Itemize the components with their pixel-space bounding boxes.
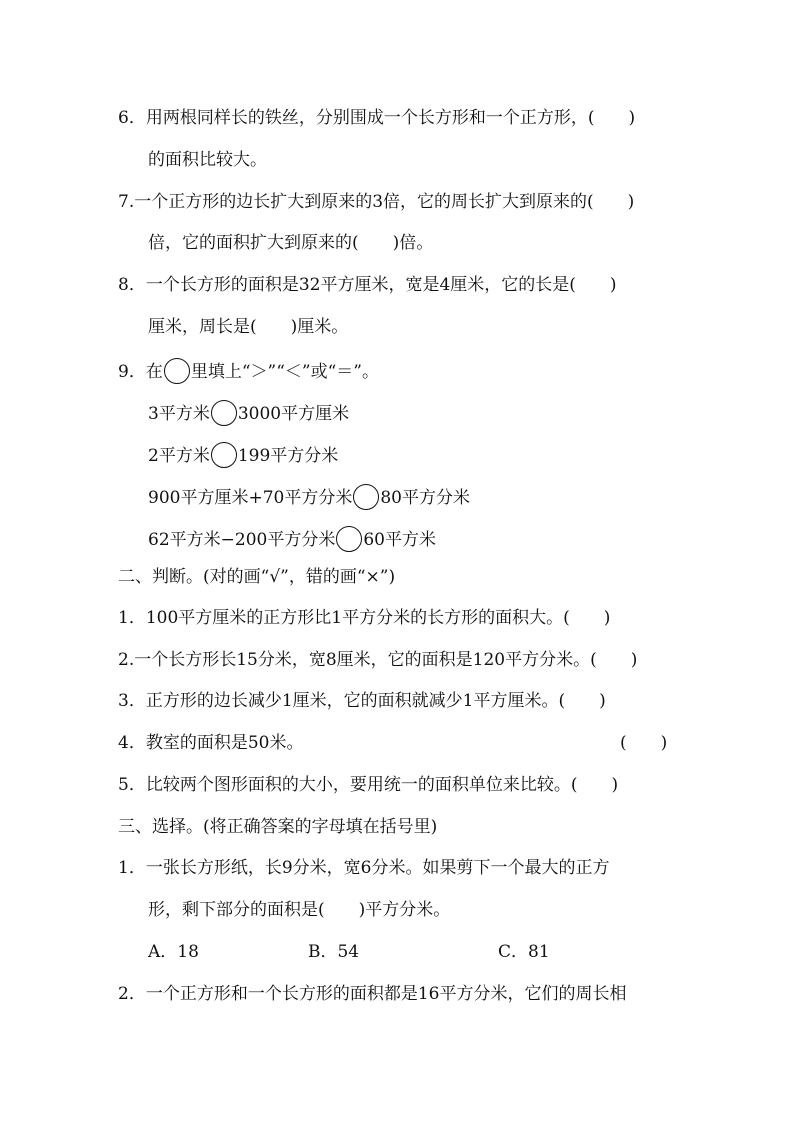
compare-left: 2平方米: [148, 446, 210, 466]
question-9-lead: 9．在: [118, 362, 163, 382]
choice-question-1-line-1: 1．一张长方形纸，长9分米，宽6分米。如果剪下一个最大的正方: [118, 858, 610, 878]
compare-circle-icon[interactable]: [164, 358, 190, 384]
section-3-title: 三、选择。(将正确答案的字母填在括号里): [118, 817, 438, 837]
question-9-prompt: [118, 358, 379, 384]
compare-circle-icon[interactable]: [336, 526, 362, 552]
question-6-line-1: 6．用两根同样长的铁丝，分别围成一个长方形和一个正方形，( ): [118, 108, 636, 128]
judge-item-4: 4．教室的面积是50米。: [118, 733, 304, 753]
compare-circle-icon[interactable]: [353, 484, 379, 510]
question-6-line-2: 的面积比较大。: [148, 150, 267, 170]
question-7-line-1: 7.一个正方形的边长扩大到原来的3倍，它的周长扩大到原来的( ): [118, 192, 635, 212]
compare-item: [148, 442, 338, 468]
compare-item: [148, 484, 470, 510]
compare-circle-icon[interactable]: [211, 400, 237, 426]
choice-option-c[interactable]: C．81: [498, 942, 550, 962]
compare-left: 3平方米: [148, 404, 210, 424]
compare-item: [148, 526, 436, 552]
judge-item-2: 2.一个长方形长15分米，宽8厘米，它的面积是120平方分米。( ): [118, 650, 638, 670]
compare-right: 199平方分米: [237, 446, 339, 466]
compare-right: 80平方分米: [380, 488, 470, 508]
judge-item-3: 3．正方形的边长减少1厘米，它的面积就减少1平方厘米。( ): [118, 691, 606, 711]
compare-right: 3000平方厘米: [237, 404, 350, 424]
compare-left: 62平方米−200平方分米: [148, 530, 336, 550]
choice-question-2-line-1: 2．一个正方形和一个长方形的面积都是16平方分米，它们的周长相: [118, 984, 627, 1004]
choice-question-1-line-2: 形，剩下部分的面积是( )平方分米。: [148, 900, 451, 920]
compare-left: 900平方厘米+70平方分米: [148, 488, 353, 508]
choice-option-a[interactable]: A．18: [148, 942, 199, 962]
compare-circle-icon[interactable]: [211, 442, 237, 468]
judge-item-4-answer-paren[interactable]: ( ): [620, 733, 668, 753]
question-8-line-1: 8．一个长方形的面积是32平方厘米，宽是4厘米，它的长是( ): [118, 275, 617, 295]
question-7-line-2: 倍，它的面积扩大到原来的( )倍。: [148, 233, 434, 253]
choice-option-b[interactable]: B．54: [308, 942, 360, 962]
question-9-tail: 里填上“＞”“＜”或“＝”。: [190, 362, 379, 382]
compare-right: 60平方米: [363, 530, 436, 550]
section-2-title: 二、判断。(对的画“√”，错的画“×”): [118, 567, 396, 587]
judge-item-5: 5．比较两个图形面积的大小，要用统一的面积单位来比较。( ): [118, 775, 619, 795]
judge-item-1: 1．100平方厘米的正方形比1平方分米的长方形的面积大。( ): [118, 608, 611, 628]
question-8-line-2: 厘米，周长是( )厘米。: [148, 317, 349, 337]
compare-item: [148, 400, 349, 426]
